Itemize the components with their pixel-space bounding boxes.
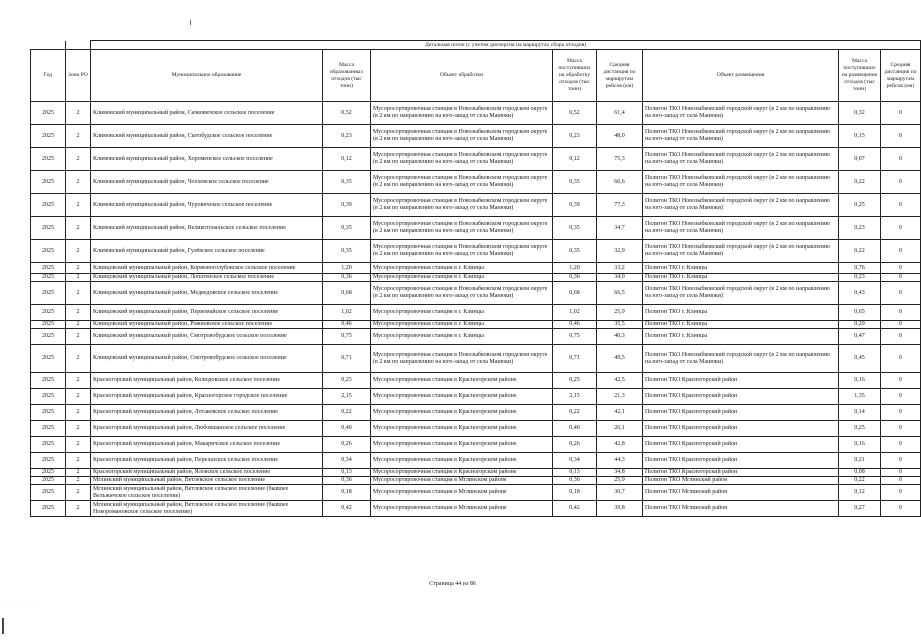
row-avg-distance-placement: 0 bbox=[881, 321, 921, 329]
table-row bbox=[31, 437, 921, 453]
row-mass-to-processing: 0,42 bbox=[553, 501, 597, 517]
row-waste-mass: 0,40 bbox=[323, 421, 371, 437]
row-placement-object: Полигон ТКО Красногорский район bbox=[643, 405, 839, 421]
row-avg-distance-placement: 0 bbox=[881, 282, 921, 305]
row-year: 2025 bbox=[31, 102, 66, 125]
row-mass-to-processing: 2,15 bbox=[553, 389, 597, 405]
row-municipality: Красногорский муниципальный район, Красногорское городское поселение bbox=[91, 389, 323, 405]
row-avg-distance-processing: 25,9 bbox=[597, 305, 643, 321]
row-placement-object: Полигон ТКО Мглинский район bbox=[643, 477, 839, 485]
row-zone: 2 bbox=[66, 345, 91, 373]
table-row bbox=[31, 171, 921, 194]
row-waste-mass: 0,68 bbox=[323, 282, 371, 305]
row-waste-mass: 0,26 bbox=[323, 437, 371, 453]
row-avg-distance-processing: 34,7 bbox=[597, 217, 643, 240]
row-mass-to-placement: 0,12 bbox=[839, 485, 881, 501]
row-placement-object: Полигон ТКО Новозыбковский городской округ (в 2 км по направлению на юго-запад от села Манюки) bbox=[643, 102, 839, 125]
table-row bbox=[31, 305, 921, 321]
table-row bbox=[31, 421, 921, 437]
row-avg-distance-processing: 66,5 bbox=[597, 282, 643, 305]
row-avg-distance-placement: 0 bbox=[881, 274, 921, 282]
row-mass-to-processing: 0,12 bbox=[553, 148, 597, 171]
row-mass-to-placement: 0,22 bbox=[839, 240, 881, 263]
row-year: 2025 bbox=[31, 345, 66, 373]
row-placement-object: Полигон ТКО г. Клинцы bbox=[643, 329, 839, 345]
table-row bbox=[31, 501, 921, 517]
row-placement-object: Полигон ТКО Новозыбковский городской округ (в 2 км по направлению на юго-запад от села Манюки) bbox=[643, 282, 839, 305]
col-avg-distance-processing: Средняя дистанция по маршрутам рейсов (км) bbox=[597, 50, 643, 102]
row-mass-to-processing: 0,26 bbox=[553, 437, 597, 453]
row-waste-mass: 0,12 bbox=[323, 148, 371, 171]
row-zone: 2 bbox=[66, 240, 91, 263]
row-year: 2025 bbox=[31, 321, 66, 329]
row-mass-to-processing: 0,40 bbox=[553, 421, 597, 437]
row-municipality: Клинцовский муниципальный район, Смотровобудское сельское поселение bbox=[91, 345, 323, 373]
row-processing-object: Мусоросортировочная станция в Красногорском районе bbox=[371, 453, 553, 469]
row-mass-to-placement: 0,43 bbox=[839, 282, 881, 305]
row-zone: 2 bbox=[66, 453, 91, 469]
table-row bbox=[31, 469, 921, 477]
col-year: Год bbox=[31, 50, 66, 102]
row-zone: 2 bbox=[66, 405, 91, 421]
row-year: 2025 bbox=[31, 329, 66, 345]
row-municipality: Красногорский муниципальный район, Макаричское сельское поселение bbox=[91, 437, 323, 453]
table-row bbox=[31, 263, 921, 274]
row-avg-distance-processing: 26,1 bbox=[597, 421, 643, 437]
row-avg-distance-processing: 40,3 bbox=[597, 329, 643, 345]
row-avg-distance-processing: 77,3 bbox=[597, 194, 643, 217]
row-zone: 2 bbox=[66, 389, 91, 405]
row-zone: 2 bbox=[66, 373, 91, 389]
row-placement-object: Полигон ТКО Новозыбковский городской округ (в 2 км по направлению на юго-запад от села Манюки) bbox=[643, 345, 839, 373]
table-row bbox=[31, 485, 921, 501]
row-year: 2025 bbox=[31, 453, 66, 469]
row-waste-mass: 0,35 bbox=[323, 240, 371, 263]
row-mass-to-processing: 0,34 bbox=[553, 453, 597, 469]
row-municipality: Красногорский муниципальный район, Лотаковское сельское поселение bbox=[91, 405, 323, 421]
row-year: 2025 bbox=[31, 274, 66, 282]
row-waste-mass: 0,34 bbox=[323, 453, 371, 469]
row-mass-to-placement: 0,16 bbox=[839, 373, 881, 389]
row-zone: 2 bbox=[66, 102, 91, 125]
col-mass-to-processing: Масса поступивших на обработку отходов (тыс тонн) bbox=[553, 50, 597, 102]
row-zone: 2 bbox=[66, 305, 91, 321]
row-avg-distance-placement: 0 bbox=[881, 421, 921, 437]
row-zone: 2 bbox=[66, 437, 91, 453]
row-mass-to-processing: 0,13 bbox=[553, 469, 597, 477]
row-mass-to-placement: 0,07 bbox=[839, 148, 881, 171]
row-municipality: Клинцовский муниципальный район, Смотровобудское сельское поселение bbox=[91, 329, 323, 345]
row-zone: 2 bbox=[66, 217, 91, 240]
row-waste-mass: 0,42 bbox=[323, 501, 371, 517]
row-mass-to-processing: 0,46 bbox=[553, 321, 597, 329]
row-municipality: Клинцовский муниципальный район, Коржовоголубовское сельское поселение bbox=[91, 263, 323, 274]
row-municipality: Клинцовский муниципальный район, Лопатенское сельское поселение bbox=[91, 274, 323, 282]
table-row bbox=[31, 373, 921, 389]
row-avg-distance-processing: 34,0 bbox=[597, 274, 643, 282]
row-avg-distance-placement: 0 bbox=[881, 263, 921, 274]
row-avg-distance-processing: 75,3 bbox=[597, 148, 643, 171]
waste-flow-table bbox=[30, 40, 921, 517]
row-avg-distance-processing: 42,5 bbox=[597, 373, 643, 389]
row-waste-mass: 0,35 bbox=[323, 171, 371, 194]
table-row bbox=[31, 217, 921, 240]
row-avg-distance-placement: 0 bbox=[881, 345, 921, 373]
row-avg-distance-processing: 42,8 bbox=[597, 437, 643, 453]
row-avg-distance-placement: 0 bbox=[881, 389, 921, 405]
row-municipality: Мглинский муниципальный район, Ветлевское сельское поселение (бывшее Вельжичское сельское поселение) bbox=[91, 485, 323, 501]
row-avg-distance-processing: 39,8 bbox=[597, 501, 643, 517]
row-mass-to-placement: 0,65 bbox=[839, 305, 881, 321]
row-waste-mass: 1,20 bbox=[323, 263, 371, 274]
row-mass-to-processing: 0,71 bbox=[553, 345, 597, 373]
row-avg-distance-placement: 0 bbox=[881, 305, 921, 321]
row-year: 2025 bbox=[31, 240, 66, 263]
row-mass-to-placement: 0,15 bbox=[839, 125, 881, 148]
row-mass-to-processing: 0,35 bbox=[553, 240, 597, 263]
row-processing-object: Мусоросортировочная станция в Новозыбковском городском округе (в 2 км по направлению на юго-запад от села Манюки) bbox=[371, 102, 553, 125]
row-zone: 2 bbox=[66, 321, 91, 329]
row-year: 2025 bbox=[31, 217, 66, 240]
table-body bbox=[31, 102, 921, 517]
row-avg-distance-processing: 49,5 bbox=[597, 345, 643, 373]
row-mass-to-placement: 0,29 bbox=[839, 321, 881, 329]
row-zone: 2 bbox=[66, 125, 91, 148]
row-mass-to-placement: 0,22 bbox=[839, 477, 881, 485]
row-mass-to-placement: 0,45 bbox=[839, 345, 881, 373]
row-year: 2025 bbox=[31, 194, 66, 217]
row-processing-object: Мусоросортировочная станция в г. Клинцы bbox=[371, 263, 553, 274]
row-waste-mass: 0,39 bbox=[323, 194, 371, 217]
row-year: 2025 bbox=[31, 405, 66, 421]
row-year: 2025 bbox=[31, 282, 66, 305]
row-year: 2025 bbox=[31, 171, 66, 194]
row-avg-distance-placement: 0 bbox=[881, 501, 921, 517]
row-placement-object: Полигон ТКО г. Клинцы bbox=[643, 263, 839, 274]
row-year: 2025 bbox=[31, 125, 66, 148]
row-avg-distance-processing: 44,3 bbox=[597, 453, 643, 469]
table-row bbox=[31, 389, 921, 405]
row-mass-to-processing: 0,52 bbox=[553, 102, 597, 125]
row-placement-object: Полигон ТКО Красногорский район bbox=[643, 421, 839, 437]
col-waste-mass: Масса образованных отходов (тыс тонн) bbox=[323, 50, 371, 102]
row-placement-object: Полигон ТКО Новозыбковский городской округ (в 2 км по направлению на юго-запад от села Манюки) bbox=[643, 194, 839, 217]
row-waste-mass: 0,36 bbox=[323, 477, 371, 485]
row-avg-distance-processing: 30,7 bbox=[597, 485, 643, 501]
row-placement-object: Полигон ТКО Новозыбковский городской округ (в 2 км по направлению на юго-запад от села Манюки) bbox=[643, 240, 839, 263]
row-municipality: Мглинский муниципальный район, Ветлевское сельское поселение bbox=[91, 477, 323, 485]
row-mass-to-processing: 0,22 bbox=[553, 405, 597, 421]
table-row bbox=[31, 345, 921, 373]
row-placement-object: Полигон ТКО Новозыбковский городской округ (в 2 км по направлению на юго-запад от села Манюки) bbox=[643, 148, 839, 171]
row-avg-distance-processing: 48,0 bbox=[597, 125, 643, 148]
row-mass-to-placement: 0,23 bbox=[839, 217, 881, 240]
row-zone: 2 bbox=[66, 274, 91, 282]
row-placement-object: Полигон ТКО Красногорский район bbox=[643, 373, 839, 389]
row-processing-object: Мусоросортировочная станция в Новозыбковском городском округе (в 2 км по направлению на юго-запад от села Манюки) bbox=[371, 171, 553, 194]
row-avg-distance-processing: 25,9 bbox=[597, 477, 643, 485]
page-number: Страница 44 из 86 bbox=[429, 581, 476, 587]
row-mass-to-processing: 0,75 bbox=[553, 329, 597, 345]
table-row bbox=[31, 282, 921, 305]
row-placement-object: Полигон ТКО Красногорский район bbox=[643, 453, 839, 469]
row-processing-object: Мусоросортировочная станция в Красногорском районе bbox=[371, 469, 553, 477]
row-avg-distance-placement: 0 bbox=[881, 373, 921, 389]
row-placement-object: Полигон ТКО г. Клинцы bbox=[643, 305, 839, 321]
row-waste-mass: 2,15 bbox=[323, 389, 371, 405]
row-zone: 2 bbox=[66, 477, 91, 485]
row-zone: 2 bbox=[66, 329, 91, 345]
row-waste-mass: 0,22 bbox=[323, 405, 371, 421]
row-mass-to-processing: 0,35 bbox=[553, 217, 597, 240]
row-mass-to-processing: 0,23 bbox=[553, 125, 597, 148]
row-zone: 2 bbox=[66, 469, 91, 477]
row-processing-object: Мусоросортировочная станция в г. Клинцы bbox=[371, 329, 553, 345]
row-avg-distance-processing: 34,8 bbox=[597, 469, 643, 477]
table-row bbox=[31, 102, 921, 125]
row-placement-object: Полигон ТКО Новозыбковский городской округ (в 2 км по направлению на юго-запад от села Манюки) bbox=[643, 217, 839, 240]
row-avg-distance-placement: 0 bbox=[881, 171, 921, 194]
row-processing-object: Мусоросортировочная станция в Красногорском районе bbox=[371, 437, 553, 453]
row-zone: 2 bbox=[66, 485, 91, 501]
row-year: 2025 bbox=[31, 148, 66, 171]
row-mass-to-placement: 0,47 bbox=[839, 329, 881, 345]
row-processing-object: Мусоросортировочная станция в Красногорском районе bbox=[371, 373, 553, 389]
row-placement-object: Полигон ТКО Мглинский район bbox=[643, 485, 839, 501]
col-zone: Зона РО bbox=[66, 50, 91, 102]
row-zone: 2 bbox=[66, 194, 91, 217]
row-waste-mass: 0,25 bbox=[323, 373, 371, 389]
row-municipality: Климовский муниципальный район, Сачковичское сельское поселение bbox=[91, 102, 323, 125]
row-mass-to-processing: 0,35 bbox=[553, 171, 597, 194]
row-processing-object: Мусоросортировочная станция в Новозыбковском городском округе (в 2 км по направлению на юго-запад от села Манюки) bbox=[371, 217, 553, 240]
row-mass-to-processing: 1,02 bbox=[553, 305, 597, 321]
row-avg-distance-placement: 0 bbox=[881, 217, 921, 240]
row-municipality: Климовский муниципальный район, Великотопальское сельское поселение bbox=[91, 217, 323, 240]
row-mass-to-placement: 0,25 bbox=[839, 421, 881, 437]
row-avg-distance-processing: 61,4 bbox=[597, 102, 643, 125]
row-avg-distance-processing: 42,1 bbox=[597, 405, 643, 421]
table-row bbox=[31, 405, 921, 421]
row-avg-distance-placement: 0 bbox=[881, 485, 921, 501]
row-avg-distance-placement: 0 bbox=[881, 469, 921, 477]
row-processing-object: Мусоросортировочная станция в Красногорском районе bbox=[371, 421, 553, 437]
row-mass-to-placement: 0,08 bbox=[839, 469, 881, 477]
row-avg-distance-processing: 33,2 bbox=[597, 263, 643, 274]
row-municipality: Климовский муниципальный район, Чолховское сельское поселение bbox=[91, 171, 323, 194]
row-municipality: Красногорский муниципальный район, Любовшанское сельское поселение bbox=[91, 421, 323, 437]
row-avg-distance-placement: 0 bbox=[881, 125, 921, 148]
row-year: 2025 bbox=[31, 477, 66, 485]
row-processing-object: Мусоросортировочная станция в Новозыбковском городском округе (в 2 км по направлению на юго-запад от села Манюки) bbox=[371, 194, 553, 217]
header-spacer bbox=[66, 41, 91, 50]
row-avg-distance-processing: 66,6 bbox=[597, 171, 643, 194]
row-mass-to-placement: 0,16 bbox=[839, 437, 881, 453]
row-processing-object: Мусоросортировочная станция в г. Клинцы bbox=[371, 305, 553, 321]
scan-mark bbox=[2, 618, 4, 634]
row-mass-to-placement: 1,35 bbox=[839, 389, 881, 405]
table-row bbox=[31, 321, 921, 329]
row-processing-object: Мусоросортировочная станция в Новозыбковском городском округе (в 2 км по направлению на юго-запад от села Манюки) bbox=[371, 125, 553, 148]
row-waste-mass: 0,71 bbox=[323, 345, 371, 373]
row-mass-to-processing: 0,68 bbox=[553, 282, 597, 305]
row-waste-mass: 0,36 bbox=[323, 274, 371, 282]
row-year: 2025 bbox=[31, 263, 66, 274]
row-processing-object: Мусоросортировочная станция в г. Клинцы bbox=[371, 274, 553, 282]
row-waste-mass: 0,23 bbox=[323, 125, 371, 148]
row-municipality: Мглинский муниципальный район, Ветлевское сельское поселение (бывшее Новоромановское сельское поселение) bbox=[91, 501, 323, 517]
row-zone: 2 bbox=[66, 282, 91, 305]
row-processing-object: Мусоросортировочная станция в Мглинском районе bbox=[371, 501, 553, 517]
row-processing-object: Мусоросортировочная станция в Новозыбковском городском округе (в 2 км по направлению на юго-запад от села Манюки) bbox=[371, 148, 553, 171]
row-year: 2025 bbox=[31, 421, 66, 437]
row-waste-mass: 0,75 bbox=[323, 329, 371, 345]
table-row bbox=[31, 148, 921, 171]
row-zone: 2 bbox=[66, 263, 91, 274]
row-municipality: Климовский муниципальный район, Гулёвское сельское поселение bbox=[91, 240, 323, 263]
row-processing-object: Мусоросортировочная станция в Новозыбковском городском округе (в 2 км по направлению на юго-запад от села Манюки) bbox=[371, 282, 553, 305]
row-waste-mass: 0,52 bbox=[323, 102, 371, 125]
row-zone: 2 bbox=[66, 421, 91, 437]
header-spacer bbox=[31, 41, 66, 50]
row-avg-distance-processing: 21,3 bbox=[597, 389, 643, 405]
col-mass-to-placement: Масса поступивших на размещение отходов (тыс тонн) bbox=[839, 50, 881, 102]
row-zone: 2 bbox=[66, 171, 91, 194]
row-avg-distance-placement: 0 bbox=[881, 477, 921, 485]
group-title: Детальная поток (с учетом дисперсия на маршрутах сбора отходов) bbox=[91, 41, 921, 50]
row-mass-to-processing: 1,20 bbox=[553, 263, 597, 274]
row-placement-object: Полигон ТКО Красногорский район bbox=[643, 437, 839, 453]
row-waste-mass: 0,46 bbox=[323, 321, 371, 329]
col-municipality: Муниципальное образование bbox=[91, 50, 323, 102]
row-zone: 2 bbox=[66, 148, 91, 171]
table-row bbox=[31, 240, 921, 263]
row-municipality: Красногорский муниципальный район, Перелазское сельское поселение bbox=[91, 453, 323, 469]
row-waste-mass: 0,13 bbox=[323, 469, 371, 477]
row-processing-object: Мусоросортировочная станция в г. Клинцы bbox=[371, 321, 553, 329]
row-placement-object: Полигон ТКО Красногорский район bbox=[643, 469, 839, 477]
row-municipality: Климовский муниципальный район, Сытобудское сельское поселение bbox=[91, 125, 323, 148]
row-waste-mass: 0,35 bbox=[323, 217, 371, 240]
row-mass-to-placement: 0,27 bbox=[839, 501, 881, 517]
row-mass-to-processing: 0,36 bbox=[553, 274, 597, 282]
row-avg-distance-placement: 0 bbox=[881, 148, 921, 171]
col-processing-object: Объект обработки bbox=[371, 50, 553, 102]
row-mass-to-placement: 0,76 bbox=[839, 263, 881, 274]
row-placement-object: Полигон ТКО г. Клинцы bbox=[643, 321, 839, 329]
row-processing-object: Мусоросортировочная станция в Новозыбковском городском округе (в 2 км по направлению на юго-запад от села Манюки) bbox=[371, 240, 553, 263]
row-mass-to-placement: 0,25 bbox=[839, 194, 881, 217]
row-year: 2025 bbox=[31, 501, 66, 517]
table-row bbox=[31, 477, 921, 485]
row-mass-to-placement: 0,14 bbox=[839, 405, 881, 421]
table-row bbox=[31, 194, 921, 217]
row-avg-distance-placement: 0 bbox=[881, 102, 921, 125]
row-municipality: Климовский муниципальный район, Чуровичское сельское поселение bbox=[91, 194, 323, 217]
table-row bbox=[31, 329, 921, 345]
row-municipality: Климовский муниципальный район, Хороменское сельское поселение bbox=[91, 148, 323, 171]
row-municipality: Красногорский муниципальный район, Яловское сельское поселение bbox=[91, 469, 323, 477]
row-processing-object: Мусоросортировочная станция в Мглинском районе bbox=[371, 477, 553, 485]
row-processing-object: Мусоросортировочная станция в Красногорском районе bbox=[371, 405, 553, 421]
row-year: 2025 bbox=[31, 437, 66, 453]
row-avg-distance-placement: 0 bbox=[881, 240, 921, 263]
row-mass-to-placement: 0,23 bbox=[839, 274, 881, 282]
row-waste-mass: 1,02 bbox=[323, 305, 371, 321]
col-avg-distance-placement: Средняя дистанция по маршрутам рейсов (км) bbox=[881, 50, 921, 102]
row-mass-to-processing: 0,36 bbox=[553, 477, 597, 485]
row-municipality: Клинцовский муниципальный район, Медведовское сельское поселение bbox=[91, 282, 323, 305]
row-mass-to-processing: 0,18 bbox=[553, 485, 597, 501]
row-avg-distance-placement: 0 bbox=[881, 405, 921, 421]
row-municipality: Красногорский муниципальный район, Колюдовское сельское поселение bbox=[91, 373, 323, 389]
row-placement-object: Полигон ТКО Мглинский район bbox=[643, 501, 839, 517]
row-placement-object: Полигон ТКО г. Клинцы bbox=[643, 274, 839, 282]
row-mass-to-processing: 0,39 bbox=[553, 194, 597, 217]
row-processing-object: Мусоросортировочная станция в Мглинском районе bbox=[371, 485, 553, 501]
row-mass-to-placement: 0,32 bbox=[839, 102, 881, 125]
row-waste-mass: 0,18 bbox=[323, 485, 371, 501]
row-avg-distance-placement: 0 bbox=[881, 194, 921, 217]
row-placement-object: Полигон ТКО Новозыбковский городской округ (в 2 км по направлению на юго-запад от села Манюки) bbox=[643, 171, 839, 194]
row-year: 2025 bbox=[31, 469, 66, 477]
row-avg-distance-placement: 0 bbox=[881, 329, 921, 345]
row-zone: 2 bbox=[66, 501, 91, 517]
row-municipality: Клинцовский муниципальный район, Первомайское сельское поселение bbox=[91, 305, 323, 321]
row-year: 2025 bbox=[31, 485, 66, 501]
row-processing-object: Мусоросортировочная станция в Красногорском районе bbox=[371, 389, 553, 405]
scan-mark bbox=[190, 20, 191, 25]
col-placement-object: Объект размещения bbox=[643, 50, 839, 102]
row-placement-object: Полигон ТКО Новозыбковский городской округ (в 2 км по направлению на юго-запад от села Манюки) bbox=[643, 125, 839, 148]
row-year: 2025 bbox=[31, 373, 66, 389]
row-mass-to-placement: 0,22 bbox=[839, 171, 881, 194]
row-processing-object: Мусоросортировочная станция в Новозыбковском городском округе (в 2 км по направлению на юго-запад от села Манюки) bbox=[371, 345, 553, 373]
table-row bbox=[31, 125, 921, 148]
row-avg-distance-placement: 0 bbox=[881, 437, 921, 453]
row-year: 2025 bbox=[31, 305, 66, 321]
scan-mark: · · · · · · bbox=[4, 604, 39, 609]
table-row bbox=[31, 274, 921, 282]
row-mass-to-placement: 0,21 bbox=[839, 453, 881, 469]
table-row bbox=[31, 453, 921, 469]
row-avg-distance-placement: 0 bbox=[881, 453, 921, 469]
row-municipality: Клинцовский муниципальный район, Рожновское сельское поселение bbox=[91, 321, 323, 329]
row-placement-object: Полигон ТКО Красногорский район bbox=[643, 389, 839, 405]
row-avg-distance-processing: 35,5 bbox=[597, 321, 643, 329]
row-avg-distance-processing: 32,9 bbox=[597, 240, 643, 263]
row-mass-to-processing: 0,25 bbox=[553, 373, 597, 389]
row-year: 2025 bbox=[31, 389, 66, 405]
